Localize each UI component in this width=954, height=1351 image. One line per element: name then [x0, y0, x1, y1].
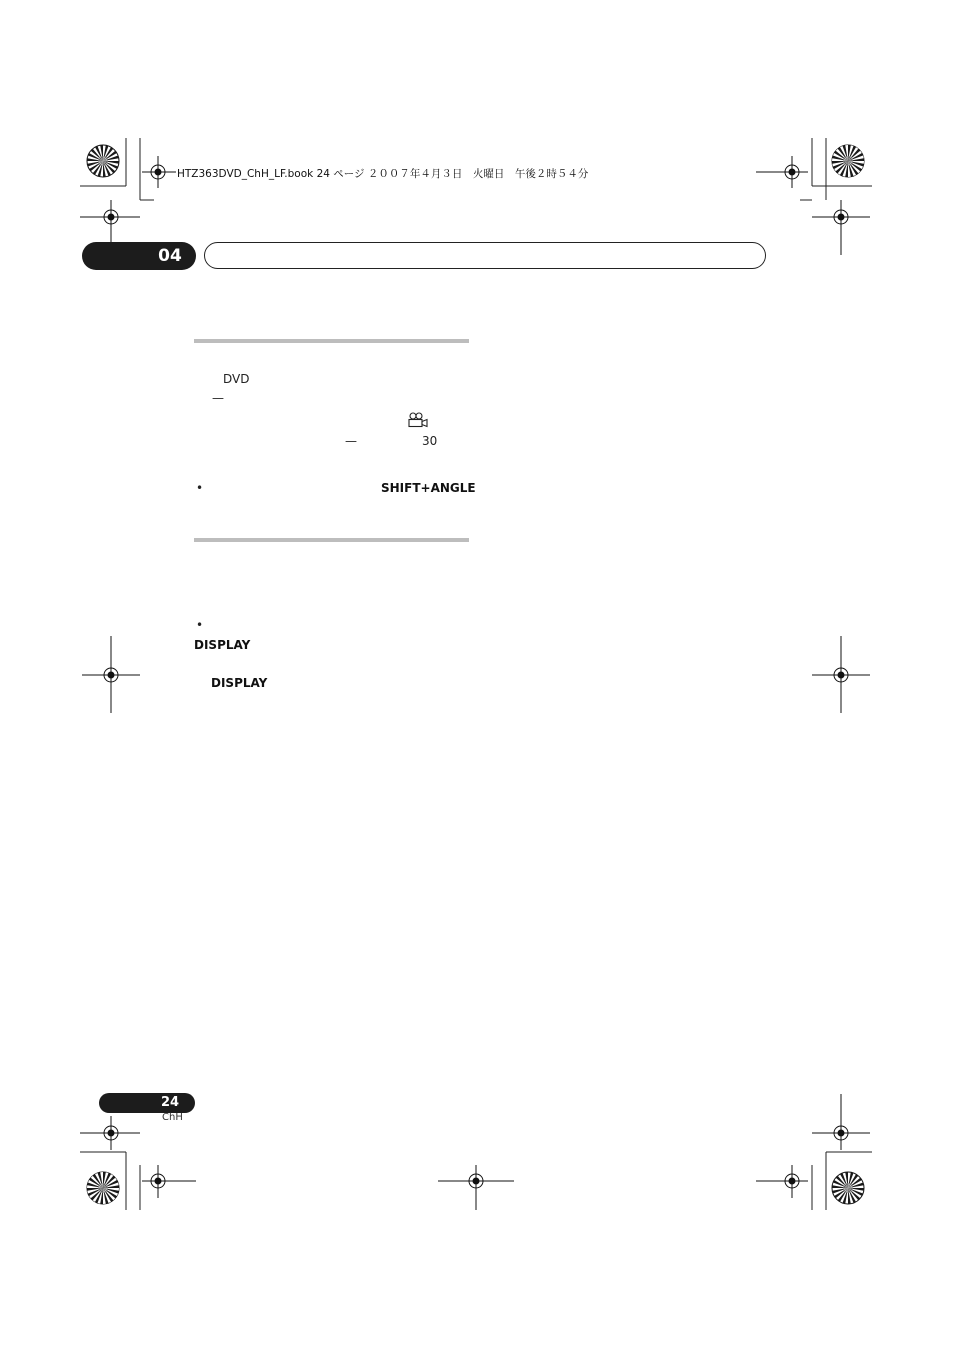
- camera-angle-icon: [407, 412, 429, 432]
- chapter-number: 04: [158, 246, 182, 266]
- section1-number: 30: [422, 434, 438, 448]
- section1-dash: —: [212, 391, 224, 405]
- starburst-target-bottom-left: [87, 1172, 119, 1204]
- page-number: 24: [160, 1095, 180, 1110]
- print-info-header: HTZ363DVD_ChH_LF.book 24 ページ ２００７年４月３日 火曜日 午後２時５４分: [177, 168, 589, 180]
- shift-angle-key: SHIFT+ANGLE: [381, 481, 476, 495]
- chapter-title-box: [204, 242, 766, 269]
- section1-bullet: •: [196, 481, 204, 495]
- display-key-2: DISPLAY: [211, 676, 268, 690]
- page-language: ChH: [162, 1112, 183, 1123]
- section2-bullet: •: [196, 618, 204, 632]
- section-divider-2: [194, 538, 469, 542]
- starburst-target-bottom-right: [832, 1172, 864, 1204]
- display-key-1: DISPLAY: [194, 638, 251, 652]
- starburst-target-top-left: [87, 145, 119, 177]
- section1-text-dvd: DVD: [223, 372, 250, 386]
- section1-dash-2: —: [345, 434, 357, 448]
- section-divider-1: [194, 339, 469, 343]
- starburst-target-top-right: [832, 145, 864, 177]
